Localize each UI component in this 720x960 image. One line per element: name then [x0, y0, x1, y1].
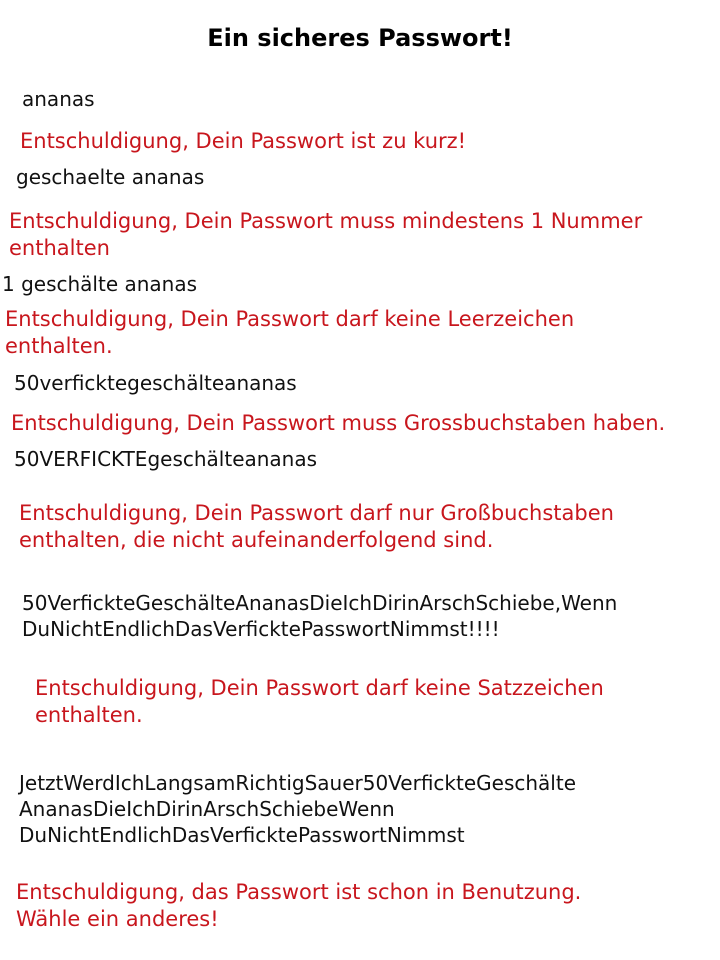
password-attempt-5: 50VERFICKTEgeschälteananas [14, 447, 318, 471]
password-attempt-6: 50VerfickteGeschälteAnanasDieIchDirinArschSchiebe,Wenn DuNichtEndlichDasVerficktePasswortNimmst!!!! [22, 591, 618, 641]
password-attempt-3: 1 geschälte ananas [2, 272, 198, 296]
password-attempt-4: 50verficktegeschälteananas [14, 371, 297, 395]
error-message-3: Entschuldigung, Dein Passwort darf keine Leerzeichen enthalten. [5, 307, 575, 358]
error-message-6: Entschuldigung, Dein Passwort darf keine Satzzeichen enthalten. [35, 676, 604, 727]
error-message-1: Entschuldigung, Dein Passwort ist zu kurz! [20, 129, 467, 153]
password-attempt-2: geschaelte ananas [16, 165, 205, 189]
error-message-4: Entschuldigung, Dein Passwort muss Grossbuchstaben haben. [11, 411, 666, 435]
page-title: Ein sicheres Passwort! [207, 24, 513, 52]
error-message-5: Entschuldigung, Dein Passwort darf nur Großbuchstaben enthalten, die nicht aufeinanderfolgend sind. [19, 501, 614, 552]
error-message-7: Entschuldigung, das Passwort ist schon in Benutzung. Wähle ein anderes! [16, 880, 582, 931]
password-attempt-1: ananas [22, 87, 95, 111]
password-attempt-7: JetztWerdIchLangsamRichtigSauer50VerfickteGeschälte AnanasDieIchDirinArschSchiebeWenn DuNichtEndlichDasVerficktePasswortNimmst [19, 771, 577, 847]
error-message-2: Entschuldigung, Dein Passwort muss mindestens 1 Nummer enthalten [9, 209, 643, 260]
